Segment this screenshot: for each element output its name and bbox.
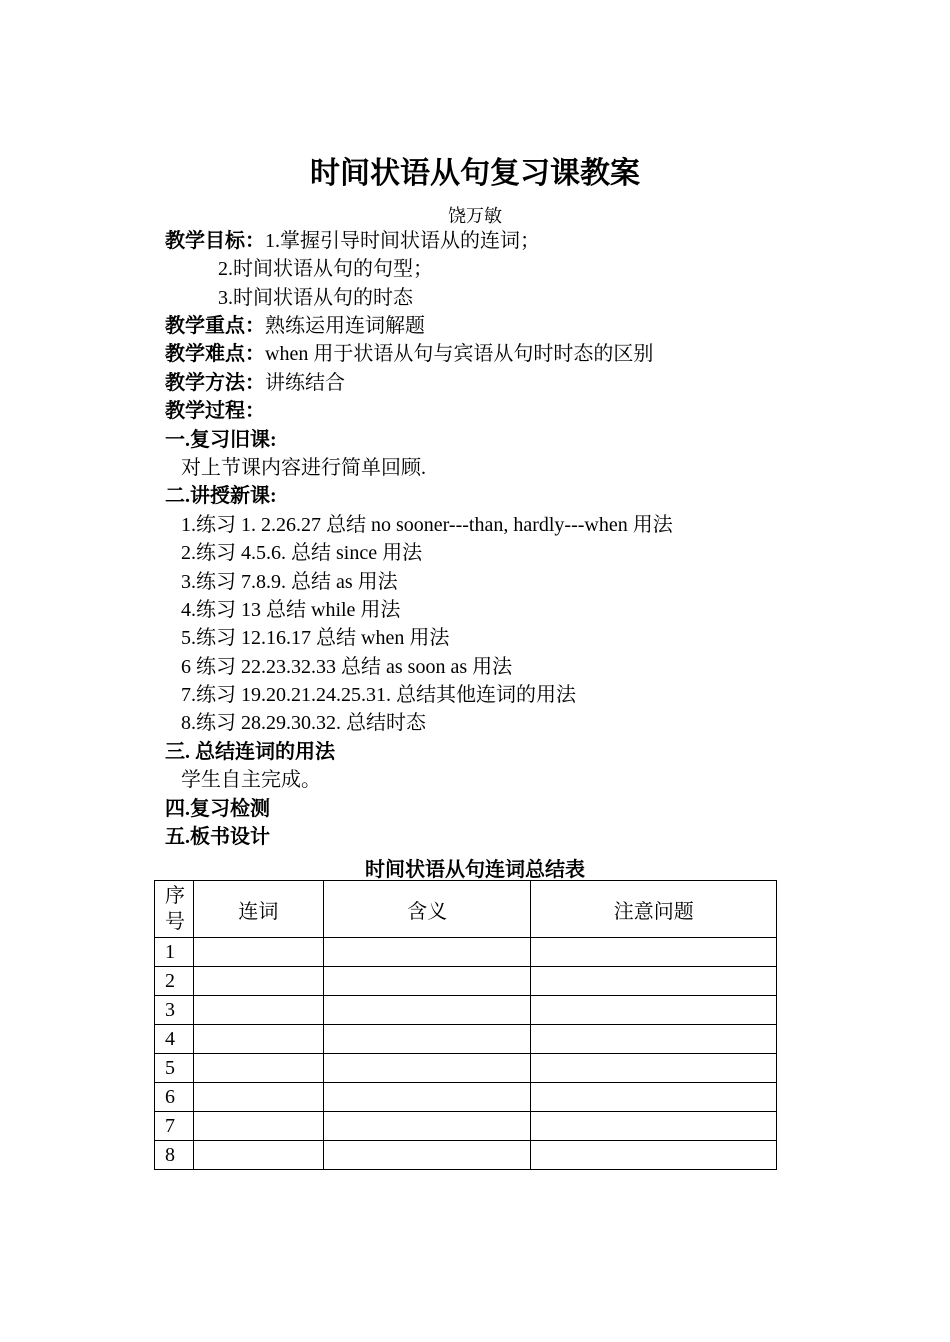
section2-item-2: 2.练习 4.5.6. 总结 since 用法 <box>181 542 423 564</box>
key-point-text: 熟练运用连词解题 <box>265 315 425 337</box>
row-number: 3 <box>155 996 194 1025</box>
process-label: 教学过程： <box>165 400 265 422</box>
header-seq-line1: 序 <box>165 885 185 907</box>
table-row <box>155 1112 777 1141</box>
header-seq <box>155 881 194 938</box>
table-row <box>155 996 777 1025</box>
notes-cell[interactable] <box>531 1083 777 1112</box>
section5-heading: 五.板书设计 <box>165 826 270 848</box>
conjunction-cell[interactable] <box>193 1054 323 1083</box>
section2-heading: 二.讲授新课: <box>165 485 277 507</box>
method-text: 讲练结合 <box>265 372 345 394</box>
meaning-cell[interactable] <box>323 1025 531 1054</box>
section2-item-6: 6 练习 22.23.32.33 总结 as soon as 用法 <box>181 656 513 678</box>
section1-heading: 一.复习旧课: <box>165 429 277 451</box>
conjunction-cell[interactable] <box>193 938 323 967</box>
notes-cell[interactable] <box>531 1112 777 1141</box>
table-row <box>155 1054 777 1083</box>
section2-item-3: 3.练习 7.8.9. 总结 as 用法 <box>181 571 398 593</box>
objectives-line <box>165 229 540 253</box>
objective-item-3: 3.时间状语从句的时态 <box>218 287 413 309</box>
notes-cell[interactable] <box>531 1141 777 1170</box>
meaning-cell[interactable] <box>323 1054 531 1083</box>
meaning-cell[interactable] <box>323 938 531 967</box>
row-number: 4 <box>155 1025 194 1054</box>
notes-cell[interactable] <box>531 1054 777 1083</box>
section2-item-4: 4.练习 13 总结 while 用法 <box>181 599 401 621</box>
method-line <box>165 371 345 395</box>
objectives-label: 教学目标： <box>165 230 265 252</box>
meaning-cell[interactable] <box>323 1141 531 1170</box>
table-row <box>155 1141 777 1170</box>
notes-cell[interactable] <box>531 938 777 967</box>
conjunction-cell[interactable] <box>193 1083 323 1112</box>
table-row <box>155 1083 777 1112</box>
conjunction-cell[interactable] <box>193 1141 323 1170</box>
objective-item-1: 1.掌握引导时间状语从的连词； <box>265 230 540 252</box>
table-title: 时间状语从句连词总结表 <box>365 859 585 881</box>
conjunction-cell[interactable] <box>193 996 323 1025</box>
section4-heading: 四.复习检测 <box>165 798 270 820</box>
section2-item-8: 8.练习 28.29.30.32. 总结时态 <box>181 712 426 734</box>
row-number: 6 <box>155 1083 194 1112</box>
section1-text: 对上节课内容进行简单回顾. <box>181 457 426 479</box>
author-name: 饶万敏 <box>448 206 502 226</box>
key-point-line <box>165 314 425 338</box>
meaning-cell[interactable] <box>323 1083 531 1112</box>
table-row <box>155 938 777 967</box>
conjunction-cell[interactable] <box>193 1025 323 1054</box>
section2-item-5: 5.练习 12.16.17 总结 when 用法 <box>181 627 450 649</box>
difficulty-line <box>165 342 653 366</box>
meaning-cell[interactable] <box>323 996 531 1025</box>
table-row <box>155 1025 777 1054</box>
difficulty-label: 教学难点： <box>165 343 265 365</box>
notes-cell[interactable] <box>531 996 777 1025</box>
section3-text: 学生自主完成。 <box>181 769 321 791</box>
header-notes: 注意问题 <box>531 881 777 938</box>
conjunction-cell[interactable] <box>193 967 323 996</box>
row-number: 2 <box>155 967 194 996</box>
document-title: 时间状语从句复习课教案 <box>310 157 640 190</box>
section2-item-7: 7.练习 19.20.21.24.25.31. 总结其他连词的用法 <box>181 684 576 706</box>
section3-heading: 三. 总结连词的用法 <box>165 741 335 763</box>
meaning-cell[interactable] <box>323 967 531 996</box>
row-number: 5 <box>155 1054 194 1083</box>
method-label: 教学方法： <box>165 372 265 394</box>
objective-item-2: 2.时间状语从句的句型； <box>218 258 433 280</box>
summary-table <box>154 880 777 1170</box>
notes-cell[interactable] <box>531 967 777 996</box>
difficulty-text: when 用于状语从句与宾语从句时时态的区别 <box>265 343 654 365</box>
header-meaning: 含义 <box>323 881 531 938</box>
conjunction-cell[interactable] <box>193 1112 323 1141</box>
meaning-cell[interactable] <box>323 1112 531 1141</box>
header-seq-line2: 号 <box>165 911 185 933</box>
table-header-row <box>155 881 777 938</box>
notes-cell[interactable] <box>531 1025 777 1054</box>
row-number: 8 <box>155 1141 194 1170</box>
header-conjunction: 连词 <box>193 881 323 938</box>
row-number: 1 <box>155 938 194 967</box>
key-point-label: 教学重点： <box>165 315 265 337</box>
table-row <box>155 967 777 996</box>
section2-item-1: 1.练习 1. 2.26.27 总结 no sooner---than, hardly---when 用法 <box>181 514 673 536</box>
row-number: 7 <box>155 1112 194 1141</box>
